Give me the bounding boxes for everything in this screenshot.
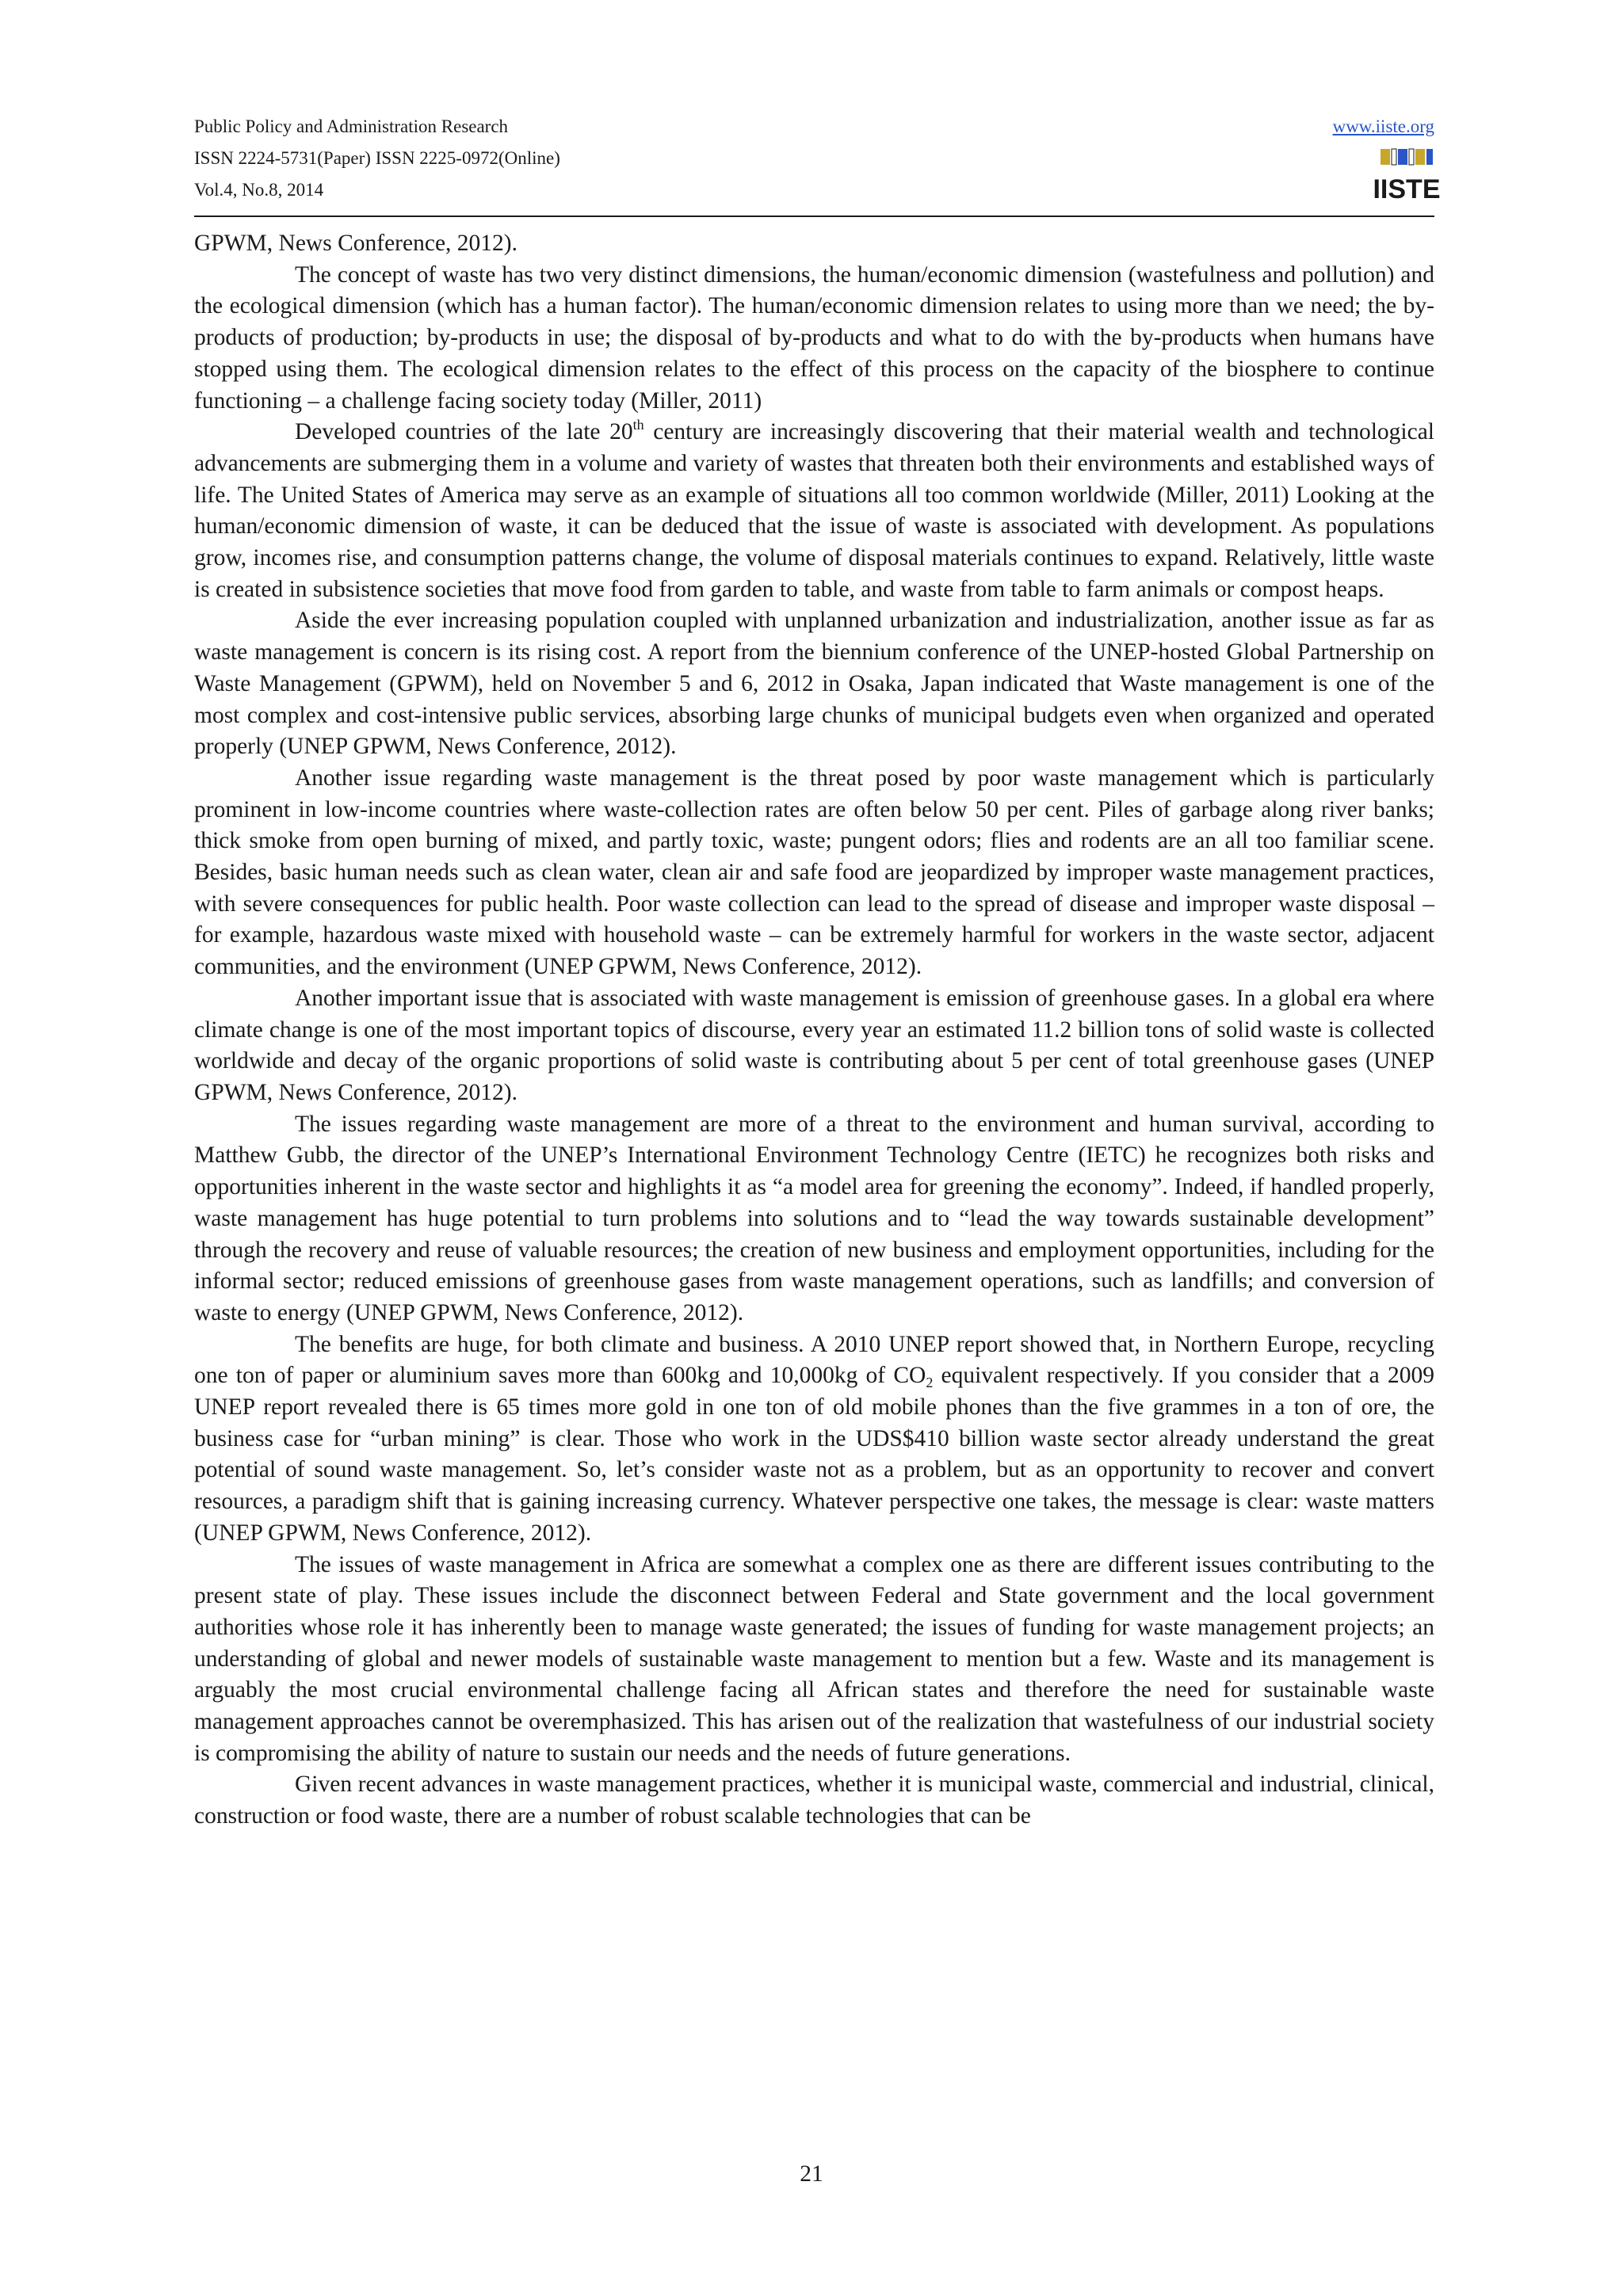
svg-text:IISTE: IISTE	[1373, 174, 1441, 204]
website-link[interactable]: www.iiste.org	[1332, 116, 1434, 136]
paragraph-text: century are increasingly discovering that their material wealth and technological advancements are submerging them in a volume and variety of wastes that threaten both their environments and established ways of life. The United States of America may serve as an example of situations all too common worldwide (Miller, 2011) Looking at the human/economic dimension of waste, it can be deduced that the issue of waste is associated with development. As populations grow, incomes rise, and consumption patterns change, the volume of disposal materials continues to expand. Relatively, little waste is created in subsistence societies that move food from garden to table, and waste from table to farm animals or compost heaps.	[194, 419, 1435, 602]
paragraph: GPWM, News Conference, 2012).	[194, 231, 517, 256]
paragraph	[194, 417, 1434, 605]
paragraph: The issues of waste management in Africa are somewhat a complex one as there are different issues contributing to the present state of play. These issues include the disconnect between Federal and State government and the local government authorities whose role it has inherently been to manage waste generated; the issues of funding for waste management projects; an understanding of global and newer models of sustainable waste management to mention but a few. Waste and its management is arguably the most crucial environmental challenge facing all African states and therefore the need for sustainable waste management approaches cannot be overemphasized. This has arisen out of the realization that wastefulness of our industrial society is compromising the ability of nature to sustain our needs and the needs of future generations.	[194, 1551, 1434, 1766]
iiste-logo-icon	[1373, 147, 1441, 204]
journal-volume: Vol.4, No.8, 2014	[194, 180, 324, 200]
journal-info	[194, 111, 560, 206]
paragraph	[194, 1329, 1434, 1550]
paragraph: Another important issue that is associated with waste management is emission of greenhouse gases. In a global era where climate change is one of the most important topics of discourse, every year an estimated 11.2 billion tons of solid waste is collected worldwide and decay of the organic proportions of solid waste is contributing about 5 per cent of total greenhouse gases (UNEP GPWM, News Conference, 2012).	[194, 985, 1434, 1105]
article-body	[194, 228, 1434, 1833]
paragraph: Given recent advances in waste management practices, whether it is municipal waste, commercial and industrial, clinical, construction or food waste, there are a number of robust scalable technologies that can be	[194, 1772, 1434, 1829]
header-right	[1332, 111, 1441, 207]
paragraph: The issues regarding waste management are more of a threat to the environment and human survival, according to Matthew Gubb, the director of the UNEP’s International Environment Technology Centre (IETC) he recognizes both risks and opportunities inherent in the waste sector and highlights it as “a model area for greening the economy”. Indeed, if handled properly, waste management has huge potential to turn problems into solutions and to “lead the way towards sustainable development” through the recovery and reuse of valuable resources; the creation of new business and employment opportunities, including for the informal sector; reduced emissions of greenhouse gases from waste management operations, such as landfills; and conversion of waste to energy (UNEP GPWM, News Conference, 2012).	[194, 1111, 1434, 1325]
paragraph: The concept of waste has two very distinct dimensions, the human/economic dimension (wastefulness and pollution) and the ecological dimension (which has a human factor). The human/economic dimension relates to using more than we need; the by-products of production; by-products in use; the disposal of by-products and what to do with the by-products when humans have stopped using them. The ecological dimension relates to the effect of this process on the capacity of the biosphere to continue functioning – a challenge facing society today (Miller, 2011)	[194, 261, 1434, 414]
paragraph-text: Developed countries of the late 20	[295, 419, 633, 445]
subscript: 2	[926, 1375, 934, 1391]
page-header	[194, 111, 1441, 215]
superscript: th	[632, 417, 644, 433]
paragraph-text: equivalent respectively. If you consider that a 2009 UNEP report revealed there is 65 times more gold in one ton of old mobile phones than the five grammes in a ton of ore, the business case for “urban mining” is clear. Those who work in the UDS$410 billion waste sector already understand the great potential of sound waste management. So, let’s consider waste not as a problem, but as an opportunity to recover and convert resources, a paradigm shift that is gaining increasing currency. Whatever perspective one takes, the message is clear: waste matters (UNEP GPWM, News Conference, 2012).	[194, 1363, 1434, 1546]
journal-issn: ISSN 2224-5731(Paper) ISSN 2225-0972(Online)	[194, 148, 560, 168]
header-rule	[194, 215, 1434, 217]
page-number: 21	[800, 2161, 823, 2187]
paragraph: Aside the ever increasing population coupled with unplanned urbanization and industrialization, another issue as far as waste management is concern is its rising cost. A report from the biennium conference of the UNEP-hosted Global Partnership on Waste Management (GPWM), held on November 5 and 6, 2012 in Osaka, Japan indicated that Waste management is one of the most complex and cost-intensive public services, absorbing large chunks of municipal budgets even when organized and operated properly (UNEP GPWM, News Conference, 2012).	[194, 608, 1434, 760]
paragraph-text: The benefits are huge, for both climate and business. A 2010 UNEP report showed that, in Northern Europe, recycling one ton of paper or aluminium saves more than 600kg and 10,000kg of CO	[194, 1331, 1434, 1389]
journal-title: Public Policy and Administration Research	[194, 116, 509, 136]
paragraph: Another issue regarding waste management is the threat posed by poor waste management which is particularly prominent in low-income countries where waste-collection rates are often below 50 per cent. Piles of garbage along river banks; thick smoke from open burning of mixed, and partly toxic, waste; pungent odors; flies and rodents are an all too familiar scene. Besides, basic human needs such as clean water, clean air and safe food are jeopardized by improper waste management practices, with severe consequences for public health. Poor waste collection can lead to the spread of disease and improper waste disposal – for example, hazardous waste mixed with household waste – can be extremely harmful for workers in the waste sector, adjacent communities, and the environment (UNEP GPWM, News Conference, 2012).	[194, 765, 1434, 980]
